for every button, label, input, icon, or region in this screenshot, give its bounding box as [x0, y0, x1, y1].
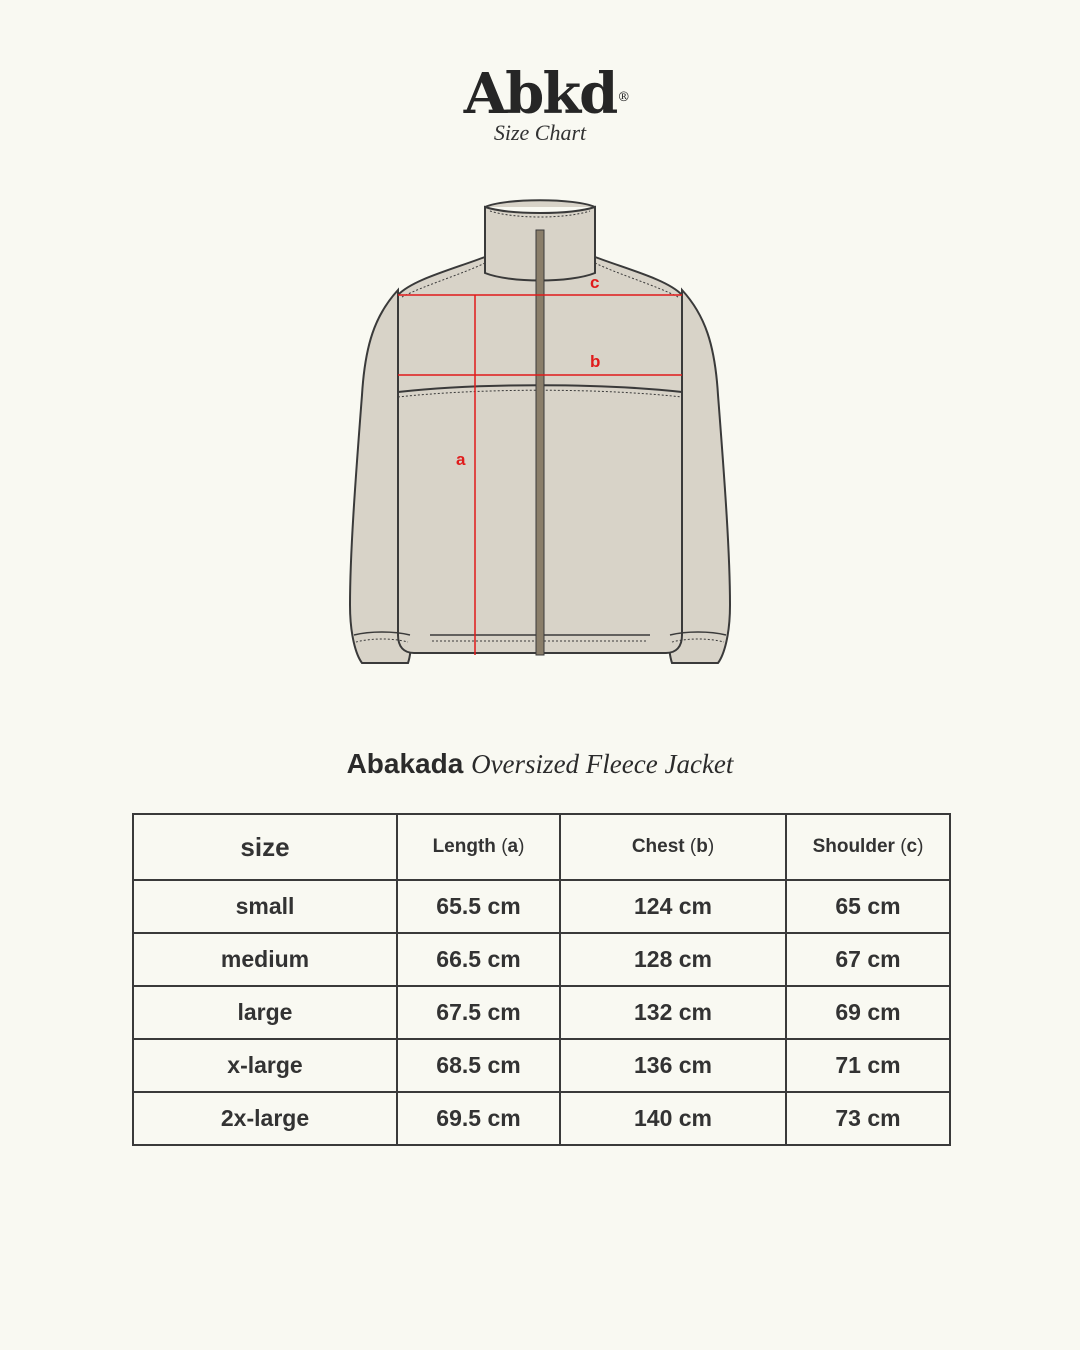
cell-size: large [133, 986, 397, 1039]
header-shoulder-code: c [906, 836, 918, 857]
size-table [132, 813, 951, 1146]
table-header-row [133, 814, 950, 880]
cell-shoulder: 69 cm [786, 986, 950, 1039]
cell-length: 68.5 cm [397, 1039, 560, 1092]
measure-label-a: a [456, 450, 466, 469]
measure-label-c: c [590, 273, 600, 292]
cell-size: x-large [133, 1039, 397, 1092]
cell-length: 67.5 cm [397, 986, 560, 1039]
jacket-illustration [350, 200, 730, 663]
cell-length: 66.5 cm [397, 933, 560, 986]
header-chest-label: Chest [631, 836, 685, 857]
header-size-label: size [240, 831, 290, 862]
cell-shoulder: 71 cm [786, 1039, 950, 1092]
cell-shoulder: 67 cm [786, 933, 950, 986]
table-row [133, 1092, 950, 1145]
header-length-code: a [507, 836, 519, 857]
header-size [133, 814, 397, 880]
jacket-diagram [340, 195, 740, 695]
cell-size: 2x-large [133, 1092, 397, 1145]
table-row [133, 880, 950, 933]
header-length-label: Length [432, 836, 496, 857]
cell-length: 69.5 cm [397, 1092, 560, 1145]
cell-size: medium [133, 933, 397, 986]
table-row [133, 986, 950, 1039]
brand-logo [463, 61, 631, 127]
header-shoulder-label: Shoulder [812, 836, 895, 857]
product-title [0, 748, 1080, 780]
brand-header [0, 62, 1080, 146]
cell-chest: 128 cm [560, 933, 786, 986]
header-length: Length (a) [397, 814, 560, 880]
registered-mark: ® [617, 90, 631, 105]
product-brand: Abakada [346, 748, 464, 779]
cell-size: small [133, 880, 397, 933]
table-row [133, 1039, 950, 1092]
measure-label-b: b [590, 352, 601, 371]
brand-subtitle: Size Chart [493, 120, 587, 145]
table-row [133, 933, 950, 986]
cell-length: 65.5 cm [397, 880, 560, 933]
brand-logo-text: Abkd [463, 61, 617, 127]
product-name: Oversized Fleece Jacket [471, 749, 734, 779]
header-chest: Chest (b) [560, 814, 786, 880]
header-chest-code: b [696, 836, 708, 857]
cell-shoulder: 73 cm [786, 1092, 950, 1145]
zipper [536, 230, 544, 655]
cell-shoulder: 65 cm [786, 880, 950, 933]
cell-chest: 124 cm [560, 880, 786, 933]
header-shoulder: Shoulder (c) [786, 814, 950, 880]
cell-chest: 140 cm [560, 1092, 786, 1145]
cell-chest: 136 cm [560, 1039, 786, 1092]
cell-chest: 132 cm [560, 986, 786, 1039]
